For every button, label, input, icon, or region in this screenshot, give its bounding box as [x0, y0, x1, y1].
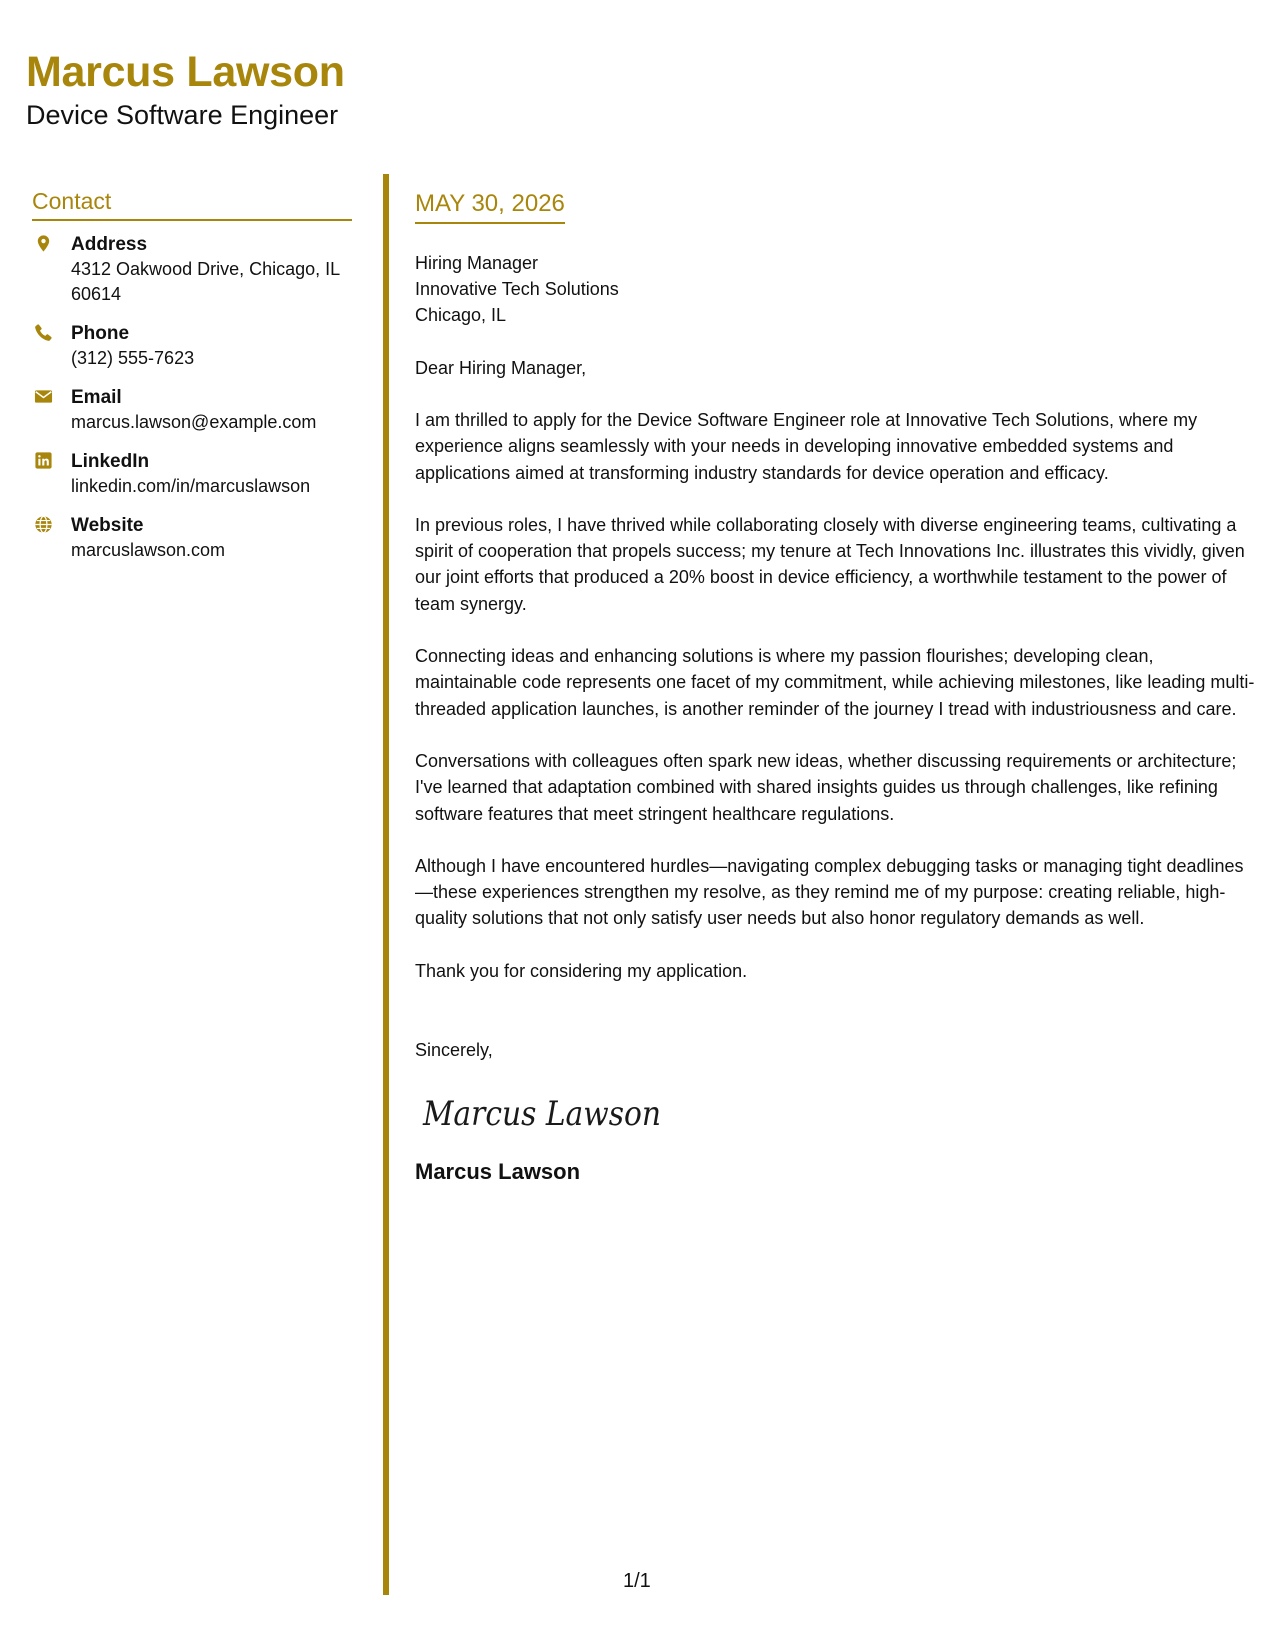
signature-image: [421, 1091, 671, 1137]
paragraph-6: Thank you for considering my application.: [415, 960, 748, 981]
recipient-name: Hiring Manager: [415, 253, 539, 273]
linkedin-value: linkedin.com/in/marcuslawson: [71, 476, 311, 496]
signed-name: Marcus Lawson: [415, 1159, 581, 1185]
page-number: 1/1: [623, 1570, 651, 1592]
letter-body: [415, 190, 1255, 1185]
date-block: [415, 190, 565, 224]
linkedin-label: LinkedIn: [71, 451, 150, 472]
recipient-block: [415, 250, 1255, 328]
applicant-name: Marcus Lawson: [26, 48, 345, 96]
paragraph-2: In previous roles, I have thrived while collaborating closely with diverse engineering teams, cultivating a spirit of cooperation that propels success; my tenure at Tech Innovations Inc. illustrates this vividly, given our joint efforts that produced a 20% boost in device efficiency, a worthwhile testament to the power of team synergy.: [415, 514, 1245, 614]
website-value: marcuslawson.com: [71, 540, 226, 560]
paragraph-5: Although I have encountered hurdles—navigating complex debugging tasks or managing tight deadlines—these experiences strengthen my resolve, as they remind me of my purpose: creating reliable, high-quality solutions that not only satisfy user needs but also honor regulatory demands as well.: [415, 855, 1244, 929]
salutation: Dear Hiring Manager,: [415, 358, 587, 378]
contact-phone: [32, 322, 352, 371]
vertical-divider: [383, 174, 389, 1595]
linkedin-icon: [34, 451, 53, 470]
contact-address: [32, 233, 352, 307]
phone-icon: [34, 323, 53, 342]
website-label: Website: [71, 515, 144, 536]
paragraph-4: Conversations with colleagues often spark new ideas, whether discussing requirements or architecture; I've learned that adaptation combined with shared insights guides us through challenges, like refining software features that meet stringent healthcare regulations.: [415, 750, 1237, 824]
signature-text: Marcus Lawson: [422, 1094, 661, 1135]
address-line-2: 60614: [71, 284, 122, 304]
contact-website: [32, 514, 352, 563]
paragraph-1: I am thrilled to apply for the Device Software Engineer role at Innovative Tech Solutions, where my experience aligns seamlessly with your needs in developing innovative embedded systems and applications aimed at transforming industry standards for device operation and efficacy.: [415, 410, 1198, 483]
recipient-company: Innovative Tech Solutions: [415, 279, 619, 299]
closing: Sincerely,: [415, 1040, 493, 1061]
contact-linkedin: [32, 450, 352, 499]
globe-icon: [34, 515, 53, 534]
email-value: marcus.lawson@example.com: [71, 412, 317, 432]
paragraph-3: Connecting ideas and enhancing solutions is where my passion flourishes; developing clean, maintainable code represents one facet of my commitment, while achieving milestones, like leading multi-threaded application launches, is another reminder of the journey I tread with industriousness and care.: [415, 646, 1255, 719]
address-label: Address: [71, 234, 148, 255]
recipient-location: Chicago, IL: [415, 305, 507, 325]
envelope-icon: [34, 387, 53, 406]
email-label: Email: [71, 387, 122, 408]
phone-label: Phone: [71, 323, 130, 344]
letter-date: MAY 30, 2026: [415, 190, 565, 217]
contact-heading: Contact: [32, 188, 352, 221]
map-pin-icon: [34, 234, 53, 253]
contact-email: [32, 386, 352, 435]
contact-sidebar: [32, 188, 352, 578]
address-line-1: 4312 Oakwood Drive, Chicago, IL: [71, 259, 341, 279]
phone-value: (312) 555-7623: [71, 348, 195, 368]
applicant-title: Device Software Engineer: [26, 100, 339, 130]
